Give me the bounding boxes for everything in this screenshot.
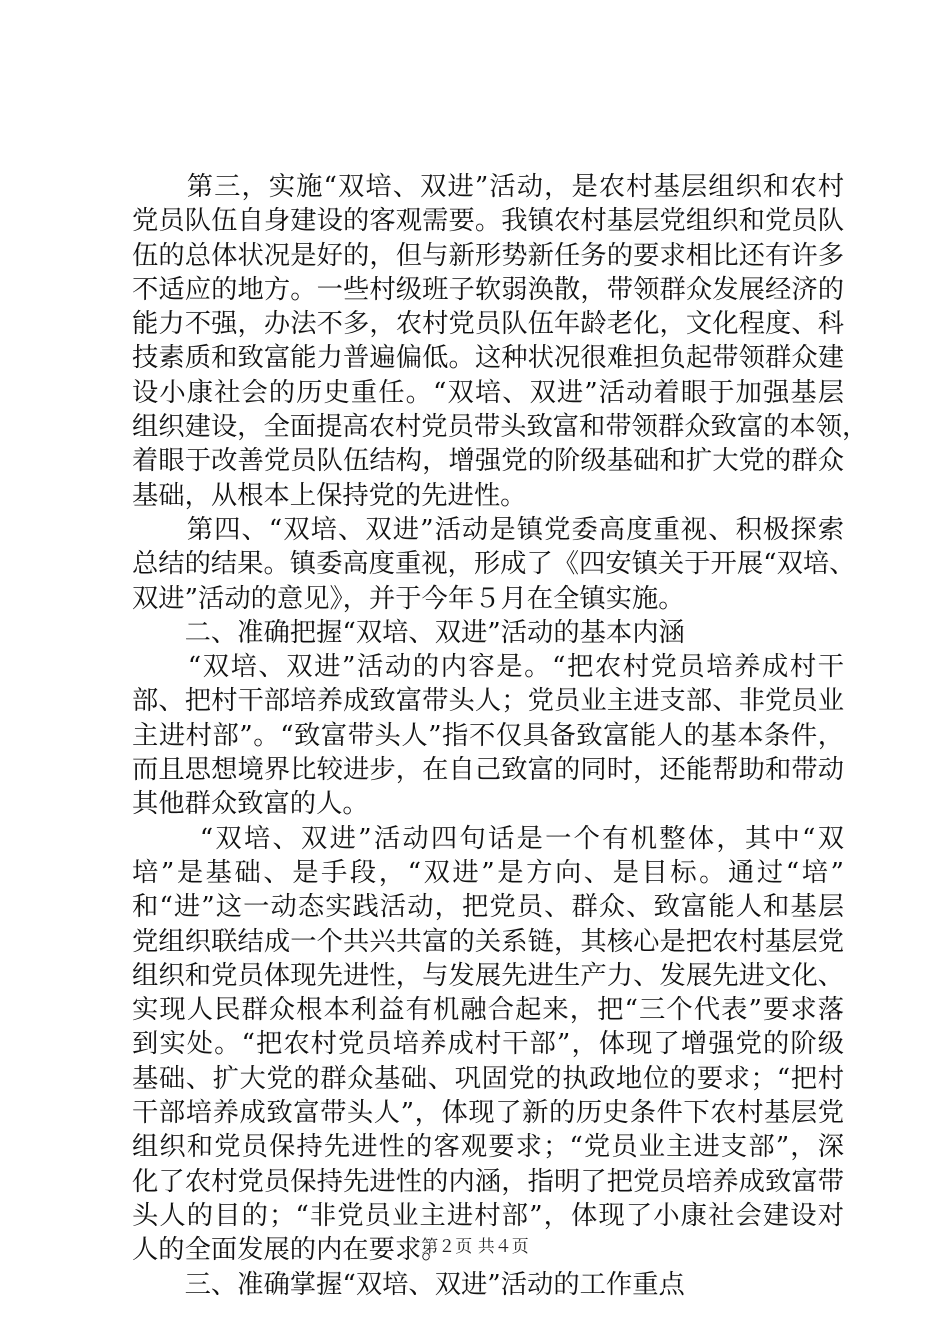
text-line: 干部培养成致富带头人”，体现了新的历史条件下农村基层党 (132, 1098, 844, 1129)
text-line: 党组织联结成一个共兴共富的关系链，其核心是把农村基层党 (132, 926, 844, 957)
page-footer: 第２页 共４页 (421, 1237, 529, 1257)
text-line: 能力不强，办法不多，农村党员队伍年龄老化，文化程度、科 (132, 309, 844, 340)
text-line: 三、准确掌握“双培、双进”活动的工作重点 (132, 1269, 685, 1300)
text-line: 和“进”这一动态实践活动，把党员、群众、致富能人和基层 (132, 892, 844, 923)
text-line: 第四、“双培、双进”活动是镇党委高度重视、积极探索 (132, 514, 844, 545)
text-line: 其他群众致富的人。 (132, 789, 369, 820)
text-line: “双培、双进”活动的内容是。“把农村党员培养成村干 (132, 652, 844, 683)
text-line: 组织和党员体现先进性，与发展先进生产力、发展先进文化、 (132, 960, 844, 991)
text-line: 党员队伍自身建设的客观需要。我镇农村基层党组织和党员队 (132, 206, 844, 237)
text-line: 二、准确把握“双培、双进”活动的基本内涵 (132, 617, 685, 648)
text-line: 组织和党员保持先进性的客观要求；“党员业主进支部”，深 (132, 1132, 844, 1163)
document-body (132, 170, 869, 1302)
text-line: 着眼于改善党员队伍结构，增强党的阶级基础和扩大党的群众 (132, 446, 844, 477)
text-line: 部、把村干部培养成致富带头人；党员业主进支部、非党员业 (132, 686, 844, 717)
text-line: 主进村部”。“致富带头人”指不仅具备致富能人的基本条件， (132, 720, 844, 751)
text-line: 化了农村党员保持先进性的内涵，指明了把党员培养成致富带 (132, 1166, 844, 1197)
text-line: 第三，实施“双培、双进”活动，是农村基层组织和农村 (132, 172, 844, 202)
text-line: 技素质和致富能力普遍偏低。这种状况很难担负起带领群众建 (132, 343, 844, 374)
text-line: 实现人民群众根本利益有机融合起来，把“三个代表”要求落 (132, 995, 844, 1026)
text-line: 设小康社会的历史重任。“双培、双进”活动着眼于加强基层 (132, 377, 844, 408)
text-line: 基础，从根本上保持党的先进性。 (132, 480, 527, 511)
text-line: 头人的目的；“非党员业主进村部”，体现了小康社会建设对 (132, 1200, 844, 1231)
text-line: 组织建设，全面提高农村党员带头致富和带领群众致富的本领， (132, 412, 869, 443)
text-line: “双培、双进”活动四句话是一个有机整体，其中“双 (132, 823, 844, 854)
text-line: 人的全面发展的内在要求。 (132, 1235, 448, 1266)
text-line: 双进”活动的意见》，并于今年５月在全镇实施。 (132, 583, 685, 614)
text-line: 到实处。“把农村党员培养成村干部”，体现了增强党的阶级 (132, 1029, 844, 1060)
text-line: 培”是基础、是手段，“双进”是方向、是目标。通过“培” (132, 857, 844, 888)
text-line: 总结的结果。镇委高度重视，形成了《四安镇关于开展“双培、 (132, 549, 856, 580)
text-line: 而且思想境界比较进步，在自己致富的同时，还能帮助和带动 (132, 755, 844, 786)
text-line: 不适应的地方。一些村级班子软弱涣散，带领群众发展经济的 (132, 274, 844, 305)
text-line: 基础、扩大党的群众基础、巩固党的执政地位的要求；“把村 (132, 1063, 844, 1094)
text-line: 伍的总体状况是好的，但与新形势新任务的要求相比还有许多 (132, 240, 844, 271)
